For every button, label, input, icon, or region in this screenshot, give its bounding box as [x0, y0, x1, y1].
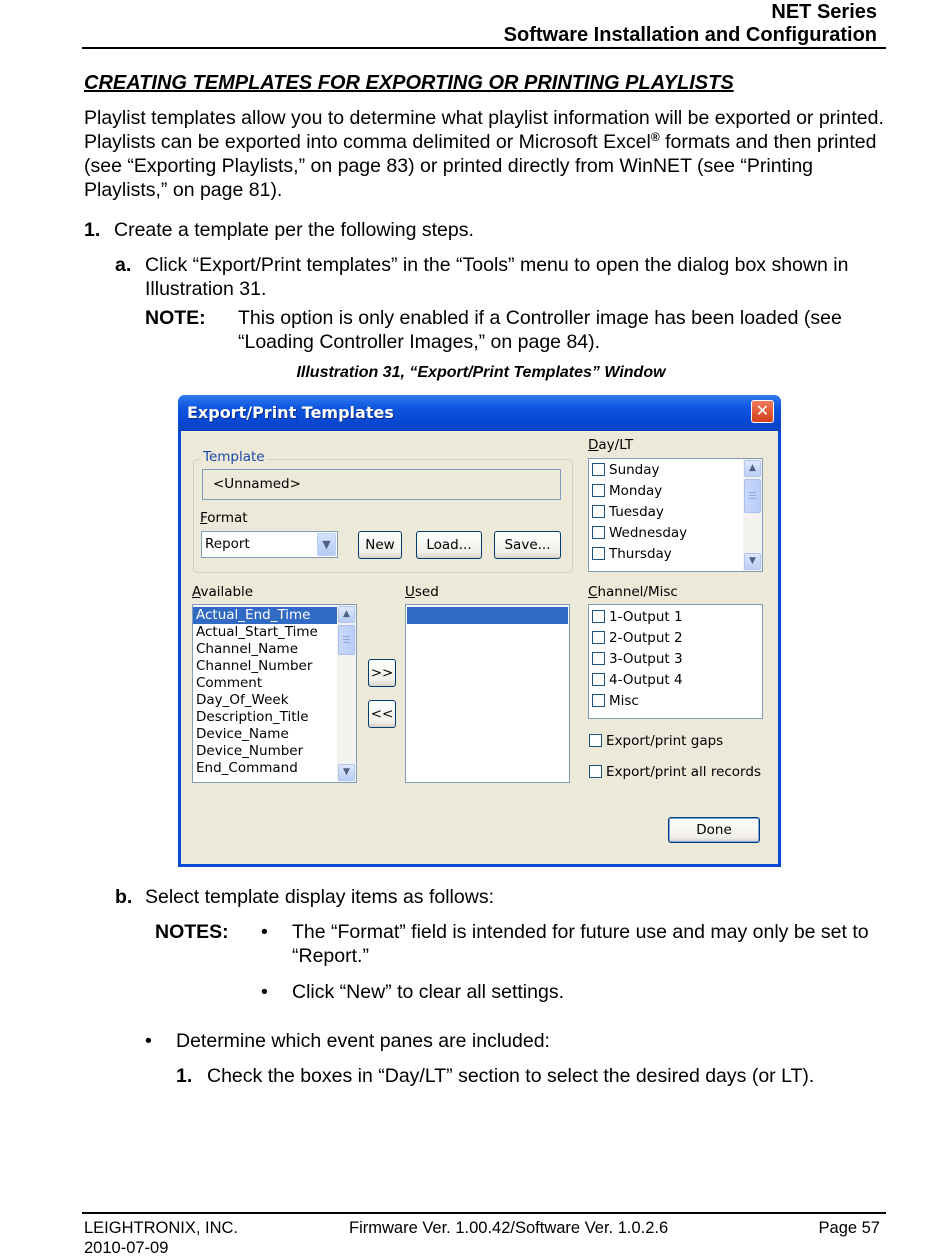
notes-label: NOTES:	[155, 921, 229, 943]
export-all-records-label: Export/print all records	[606, 764, 761, 780]
section-title: CREATING TEMPLATES FOR EXPORTING OR PRINTING PLAYLISTS	[84, 72, 734, 94]
close-button[interactable]	[751, 400, 774, 423]
day-item-wednesday[interactable]	[592, 523, 687, 543]
list-item[interactable]: Actual_Start_Time	[196, 624, 318, 640]
note-item-1: The “Format” field is intended for future use and may only be set to “Report.”	[292, 921, 869, 967]
scroll-down-icon[interactable]: ▼	[744, 553, 761, 570]
scroll-thumb[interactable]	[338, 625, 355, 655]
bullet-icon: •	[145, 1030, 152, 1052]
checkbox[interactable]	[589, 765, 602, 778]
dialog-titlebar[interactable]	[178, 395, 781, 431]
step-1-text: Create a template per the following steps.	[114, 219, 474, 241]
event-panes-bullet: Determine which event panes are included:	[176, 1030, 550, 1052]
checkbox[interactable]	[592, 694, 605, 707]
list-item[interactable]: Comment	[196, 675, 263, 691]
list-item[interactable]: Channel_Name	[196, 641, 299, 657]
intro-text-2: formats and then printed (see “Exporting Playlists,” on page 83) or printed directly from WinNET (see “Printing Playlists,” on page 81).	[84, 131, 877, 201]
list-item[interactable]: Device_Number	[196, 743, 304, 759]
day-label: Wednesday	[609, 525, 688, 541]
channel-label: 3-Output 3	[609, 651, 683, 667]
export-gaps-label: Export/print gaps	[606, 733, 724, 749]
intro-paragraph	[84, 106, 884, 202]
channel-misc-label: Channel/Misc	[588, 584, 678, 600]
load-button[interactable]: Load...	[416, 531, 482, 559]
daylt-checklist[interactable]	[588, 458, 763, 572]
list-item[interactable]: Description_Title	[196, 709, 309, 725]
grip-line	[343, 639, 350, 640]
export-gaps-checkbox[interactable]	[589, 731, 723, 751]
header-rule	[82, 47, 886, 49]
channel-item[interactable]	[592, 607, 683, 627]
header-subtitle: Software Installation and Configuration	[503, 24, 877, 46]
checkbox[interactable]	[592, 484, 605, 497]
footer-rule	[82, 1212, 886, 1214]
bullet-icon: •	[261, 981, 268, 1003]
export-print-templates-dialog	[178, 395, 781, 867]
day-label: Monday	[609, 483, 663, 499]
format-label-rest: ormat	[207, 510, 248, 526]
new-button[interactable]: New	[358, 531, 402, 559]
channel-item[interactable]	[592, 649, 683, 669]
channel-label: Misc	[609, 693, 639, 709]
channel-label: 4-Output 4	[609, 672, 683, 688]
used-list[interactable]	[405, 604, 570, 783]
day-label: Tuesday	[609, 504, 664, 520]
grip-line	[749, 498, 756, 499]
bullet-icon: •	[261, 921, 268, 943]
day-item-monday[interactable]	[592, 481, 662, 501]
day-item-thursday[interactable]	[592, 544, 672, 564]
day-item-sunday[interactable]	[592, 460, 660, 480]
sub-step-1-number: 1.	[176, 1065, 193, 1087]
template-group-label: Template	[203, 449, 265, 465]
dialog-title: Export/Print Templates	[187, 403, 394, 422]
channel-item[interactable]	[592, 691, 639, 711]
note-label: NOTE:	[145, 307, 206, 329]
step-1-number: 1.	[84, 219, 101, 241]
grip-line	[749, 495, 756, 496]
format-label: Format	[200, 510, 248, 526]
checkbox[interactable]	[592, 631, 605, 644]
available-scrollbar[interactable]	[337, 605, 356, 782]
note-item-2: Click “New” to clear all settings.	[292, 981, 564, 1003]
grip-line	[749, 492, 756, 493]
checkbox[interactable]	[592, 505, 605, 518]
footer-page: Page 57	[818, 1219, 880, 1237]
registered-mark: ®	[650, 130, 660, 144]
channel-checklist[interactable]	[588, 604, 763, 719]
used-selection-row[interactable]	[407, 607, 568, 624]
header-series: NET Series	[771, 1, 877, 23]
footer-date: 2010-07-09	[84, 1239, 169, 1257]
used-label: Used	[405, 584, 439, 600]
checkbox[interactable]	[592, 652, 605, 665]
channel-item[interactable]	[592, 670, 683, 690]
day-item-tuesday[interactable]	[592, 502, 664, 522]
checkbox[interactable]	[589, 734, 602, 747]
checkbox[interactable]	[592, 673, 605, 686]
sub-step-1-text: Check the boxes in “Day/LT” section to select the desired days (or LT).	[207, 1065, 815, 1087]
checkbox[interactable]	[592, 610, 605, 623]
available-list[interactable]	[192, 604, 357, 783]
done-button[interactable]: Done	[668, 817, 760, 843]
chevron-down-icon[interactable]: ▼	[317, 533, 336, 556]
list-item[interactable]: Device_Name	[196, 726, 289, 742]
daylt-scrollbar[interactable]	[743, 459, 762, 571]
checkbox[interactable]	[592, 526, 605, 539]
scroll-up-icon[interactable]: ▲	[338, 606, 355, 623]
step-b-letter: b.	[115, 886, 133, 908]
add-button[interactable]: >>	[368, 659, 396, 687]
day-label: Sunday	[609, 462, 660, 478]
channel-label: 2-Output 2	[609, 630, 683, 646]
template-name-field[interactable]: <Unnamed>	[202, 469, 561, 500]
channel-label: 1-Output 1	[609, 609, 683, 625]
grip-line	[343, 642, 350, 643]
note-text: This option is only enabled if a Controller image has been loaded (see “Loading Controller Images,” on page 84).	[238, 307, 842, 353]
available-label: Available	[192, 584, 254, 600]
remove-button[interactable]: <<	[368, 700, 396, 728]
footer-company: LEIGHTRONIX, INC.	[84, 1219, 239, 1237]
list-item[interactable]: Channel_Number	[196, 658, 313, 674]
dialog-client-area	[181, 431, 778, 864]
list-item[interactable]: Actual_End_Time	[193, 607, 356, 624]
scroll-thumb[interactable]	[744, 479, 761, 513]
step-b-text: Select template display items as follows:	[145, 886, 494, 908]
grip-line	[343, 636, 350, 637]
intro-text-1: Playlist templates allow you to determine what playlist information will be exported or printed. Playlists can be exported into comma delimited or Microsoft Excel	[84, 107, 884, 153]
format-select[interactable]	[201, 531, 338, 558]
daylt-label: Day/LT	[588, 437, 634, 453]
footer-version: Firmware Ver. 1.00.42/Software Ver. 1.0.2.6	[349, 1219, 669, 1237]
scroll-up-icon[interactable]: ▲	[744, 460, 761, 477]
close-icon: ✕	[755, 401, 770, 420]
format-value: Report	[205, 536, 250, 552]
step-a-text: Click “Export/Print templates” in the “Tools” menu to open the dialog box shown in Illustration 31.	[145, 254, 849, 300]
checkbox[interactable]	[592, 547, 605, 560]
export-all-records-checkbox[interactable]	[589, 762, 761, 782]
checkbox[interactable]	[592, 463, 605, 476]
channel-item[interactable]	[592, 628, 683, 648]
save-button[interactable]: Save...	[494, 531, 561, 559]
list-item[interactable]: End_Command	[196, 760, 298, 776]
day-label: Thursday	[609, 546, 672, 562]
list-item[interactable]: Day_Of_Week	[196, 692, 289, 708]
illustration-caption: Illustration 31, “Export/Print Templates” Window	[296, 364, 666, 381]
scroll-down-icon[interactable]: ▼	[338, 764, 355, 781]
step-a-letter: a.	[115, 254, 132, 276]
